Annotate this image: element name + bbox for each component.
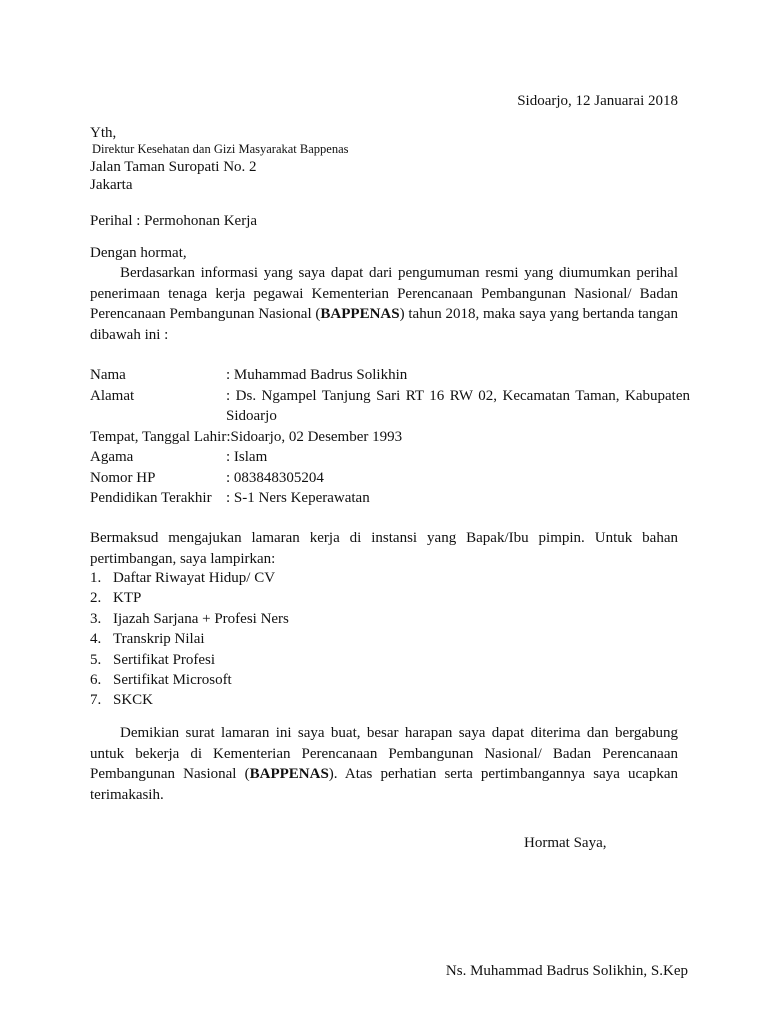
opening-bold-bappenas: BAPPENAS [320, 306, 400, 322]
list-item-text: Ijazah Sarjana + Profesi Ners [113, 610, 289, 627]
list-item [90, 588, 289, 608]
opening-text-after: ) tahun 2018, maka saya yang bertanda tangan dibawah ini : [90, 306, 678, 343]
conclusion-bold-bappenas: BAPPENAS [249, 766, 329, 782]
list-item [90, 650, 289, 670]
applicant-row [90, 488, 690, 509]
list-item-number: 3. [90, 610, 102, 627]
list-item-text: KTP [113, 590, 142, 607]
conclusion-text-before: Demikian surat lamaran ini saya buat, besar harapan saya dapat diterima dan bergabung untuk bekerja di Kementerian Perencanaan Pembangunan Nasional/ Badan Perencanaan Pembangunan Nasional ( [90, 725, 678, 782]
list-item [90, 670, 289, 690]
letter-date: Sidoarjo, 12 Januarai 2018 [517, 93, 678, 109]
applicant-label: Tempat, Tanggal Lahir [90, 428, 227, 445]
applicant-details [90, 365, 690, 509]
applicant-value: : Muhammad Badrus Solikhin [226, 367, 408, 383]
list-item-text: SKCK [113, 692, 154, 709]
list-item-number: 5. [90, 651, 102, 668]
applicant-row [90, 427, 690, 448]
applicant-label: Agama [90, 449, 134, 465]
opening-text-before: Berdasarkan informasi yang saya dapat dari pengumuman resmi yang diumumkan perihal penerimaan tenaga kerja pegawai Kementerian Perencanaan Pembangunan Nasional/ Badan Perencanaan Pembangunan Nasional ( [90, 265, 678, 322]
applicant-label: Nama [90, 367, 126, 383]
applicant-value: : Islam [226, 449, 268, 465]
recipient-title: Direktur Kesehatan dan Gizi Masyarakat Bappenas [92, 142, 349, 156]
list-item-text: Daftar Riwayat Hidup/ CV [113, 570, 276, 586]
letter-closing: Hormat Saya, [524, 835, 607, 851]
letter-subject: Perihal : Permohonan Kerja [90, 213, 258, 229]
applicant-value: :Sidoarjo, 02 Desember 1993 [226, 428, 403, 445]
recipient-address-line1: Jalan Taman Suropati No. 2 [90, 159, 257, 175]
list-item [90, 609, 289, 629]
applicant-row [90, 447, 690, 468]
conclusion-paragraph [90, 723, 678, 805]
intent-paragraph: Bermaksud mengajukan lamaran kerja di instansi yang Bapak/Ibu pimpin. Untuk bahan pertimbangan, saya lampirkan: [90, 530, 678, 567]
applicant-value: : 083848305204 [226, 469, 324, 486]
list-item-number: 2. [90, 590, 102, 607]
applicant-row [90, 386, 690, 427]
applicant-row [90, 365, 690, 386]
list-item-text: Sertifikat Profesi [113, 651, 216, 668]
list-item [90, 629, 289, 649]
recipient-address-line2: Jakarta [90, 177, 133, 193]
applicant-value: : S-1 Ners Keperawatan [226, 490, 370, 506]
salutation-to: Yth, [90, 125, 117, 141]
list-item-text: Sertifikat Microsoft [113, 672, 232, 689]
list-item-text: Transkrip Nilai [113, 631, 205, 648]
conclusion-text-after: ). Atas perhatian serta pertimbangannya saya ucapkan terimakasih. [90, 766, 678, 803]
applicant-value: : Ds. Ngampel Tanjung Sari RT 16 RW 02, Kecamatan Taman, Kabupaten Sidoarjo [226, 387, 690, 424]
attachment-list [90, 568, 289, 711]
applicant-label: Nomor HP [90, 469, 156, 486]
opening-paragraph [90, 263, 678, 345]
letter-greeting: Dengan hormat, [90, 245, 187, 261]
list-item [90, 568, 289, 588]
list-item-number: 6. [90, 672, 102, 689]
list-item-number: 7. [90, 692, 102, 709]
applicant-row [90, 468, 690, 489]
list-item-number: 1. [90, 570, 102, 586]
applicant-label: Alamat [90, 387, 135, 404]
signature-name: Ns. Muhammad Badrus Solikhin, S.Kep [445, 963, 688, 979]
list-item [90, 690, 289, 710]
applicant-label: Pendidikan Terakhir [90, 490, 212, 506]
list-item-number: 4. [90, 631, 102, 648]
